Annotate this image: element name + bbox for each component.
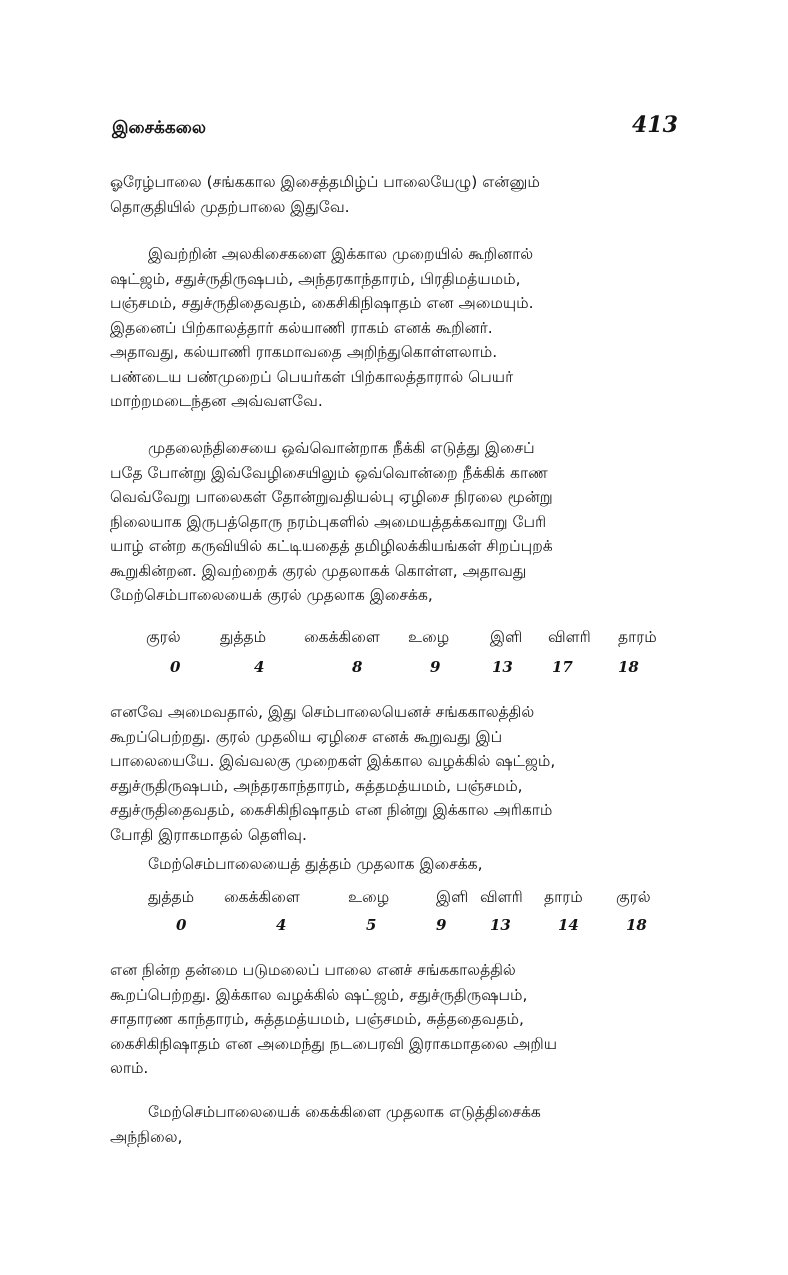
swara-value: 0 — [176, 916, 187, 934]
text-line: அந்நிலை, — [110, 1127, 183, 1146]
text-line: மேற்செம்பாலையைக் கைக்கிளை முதலாக எடுத்திசைக்க — [148, 1103, 541, 1121]
swara-value: 4 — [254, 658, 265, 676]
text-line: மேற்செம்பாலையைத் துத்தம் முதலாக இசைக்க, — [148, 855, 483, 873]
text-line: கூறப்பெற்றது. இக்கால வழக்கில் ஷட்ஜம், சதுச்ருதிருஷபம், — [110, 985, 528, 1004]
swara-value: 4 — [276, 916, 287, 934]
text-line: ஓரேழ்பாலை (சங்ககால இசைத்தமிழ்ப் பாலையேழு) என்னும் — [110, 173, 540, 191]
paragraph-2 — [110, 242, 670, 414]
text-line: கைசிகிநிஷாதம் என அமைந்து நடபைரவி இராகமாதலை அறிய — [110, 1034, 558, 1053]
swara-value: 9 — [436, 916, 447, 934]
swara-name: இளி — [436, 888, 469, 906]
swara-value: 13 — [492, 658, 513, 676]
text-line: பாலையையே. இவ்வலகு முறைகள் இக்கால வழக்கில் ஷட்ஜம், — [110, 752, 556, 770]
text-line: கூறுகின்றன. இவற்றைக் குரல் முதலாகக் கொள்ள, அதாவது — [110, 561, 527, 580]
swara-name: தாரம் — [544, 888, 583, 906]
swara-name: கைக்கிளை — [224, 888, 300, 906]
swara-name: உழை — [408, 628, 450, 646]
swara-value: 18 — [626, 916, 647, 934]
text-line: யாழ் என்ற கருவியில் கட்டியதைத் தமிழிலக்கியங்கள் சிறப்புறக் — [110, 537, 553, 555]
text-line: போதி இராகமாதல் தெளிவு. — [110, 825, 307, 844]
swara-value: 9 — [430, 658, 441, 676]
swara-name: விளரி — [480, 888, 523, 906]
swara-name: விளரி — [548, 628, 591, 646]
text-line: லாம். — [110, 1059, 149, 1077]
swara-value: 14 — [558, 916, 579, 934]
swara-name: துத்தம் — [148, 888, 195, 906]
running-header-title: இசைக்கலை — [112, 118, 206, 138]
text-line: சதுச்ருதிதைவதம், கைசிகிநிஷாதம் என நின்று இக்கால அரிகாம் — [110, 801, 553, 819]
text-line: பஞ்சமம், சதுச்ருதிதைவதம், கைசிகிநிஷாதம் என அமையும். — [110, 294, 534, 312]
swara-values-row-2 — [140, 916, 680, 940]
swara-value: 5 — [366, 916, 377, 934]
text-line: நிலையாக இருபத்தொரு நரம்புகளில் அமையத்தக்கவாறு பேரி — [110, 512, 547, 531]
text-line: அதாவது, கல்யாணி ராகமாவதை அறிந்துகொள்ளலாம். — [110, 343, 498, 361]
swara-value: 0 — [170, 658, 181, 676]
text-line: இதனைப் பிற்காலத்தார் கல்யாணி ராகம் எனக் கூறினர். — [110, 318, 493, 337]
swara-name: உழை — [348, 888, 390, 906]
text-line: கூறப்பெற்றது. குரல் முதலிய ஏழிசை எனக் கூறுவது இப் — [110, 727, 503, 746]
swara-name: இளி — [490, 628, 523, 646]
text-line: சாதாரண காந்தாரம், சுத்தமத்யமம், பஞ்சமம், சுத்ததைவதம், — [110, 1010, 524, 1028]
text-line: வெவ்வேறு பாலைகள் தோன்றுவதியல்பு ஏழிசை நிரலை மூன்று — [110, 488, 553, 506]
paragraph-4 — [110, 700, 670, 847]
text-line: எனவே அமைவதால், இது செம்பாலையெனச் சங்ககாலத்தில் — [110, 703, 535, 721]
swara-value: 8 — [352, 658, 363, 676]
paragraph-1 — [110, 170, 670, 219]
text-line: முதலைந்திசையை ஒவ்வொன்றாக நீக்கி எடுத்து இசைப் — [148, 439, 535, 457]
text-line: தொகுதியில் முதற்பாலை இதுவே. — [110, 197, 350, 216]
text-line: மாற்றமடைந்தன அவ்வளவே. — [110, 392, 323, 410]
swara-name: கைக்கிளை — [304, 628, 380, 646]
swara-names-row-1 — [140, 628, 680, 652]
text-line: சதுச்ருதிருஷபம், அந்தரகாந்தாரம், சுத்தமத்யமம், பஞ்சமம், — [110, 776, 523, 795]
paragraph-5 — [110, 852, 670, 877]
swara-value: 17 — [552, 658, 573, 676]
text-line: இவற்றின் அலகிசைகளை இக்கால முறையில் கூறினால் — [148, 245, 534, 263]
swara-name: துத்தம் — [220, 628, 267, 646]
text-line: என நின்ற தன்மை படுமலைப் பாலை எனச் சங்ககாலத்தில் — [110, 961, 516, 979]
swara-values-row-1 — [140, 658, 680, 682]
text-line: ஷட்ஜம், சதுச்ருதிருஷபம், அந்தரகாந்தாரம், பிரதிமத்யமம், — [110, 269, 521, 288]
text-line: மேற்செம்பாலையைக் குரல் முதலாக இசைக்க, — [110, 586, 433, 604]
swara-value: 13 — [490, 916, 511, 934]
paragraph-7 — [110, 1100, 670, 1149]
swara-name: குரல் — [616, 888, 651, 906]
swara-value: 18 — [618, 658, 639, 676]
swara-name: குரல் — [146, 628, 181, 646]
paragraph-6 — [110, 958, 670, 1081]
text-line: பதே போன்று இவ்வேழிசையிலும் ஒவ்வொன்றை நீக்கிக் காண — [110, 463, 548, 482]
text-line: பண்டைய பண்முறைப் பெயர்கள் பிற்காலத்தாரால் பெயர் — [110, 367, 514, 386]
swara-names-row-2 — [140, 888, 680, 912]
page-number: 413 — [632, 112, 678, 138]
paragraph-3 — [110, 436, 670, 608]
swara-name: தாரம் — [618, 628, 657, 646]
